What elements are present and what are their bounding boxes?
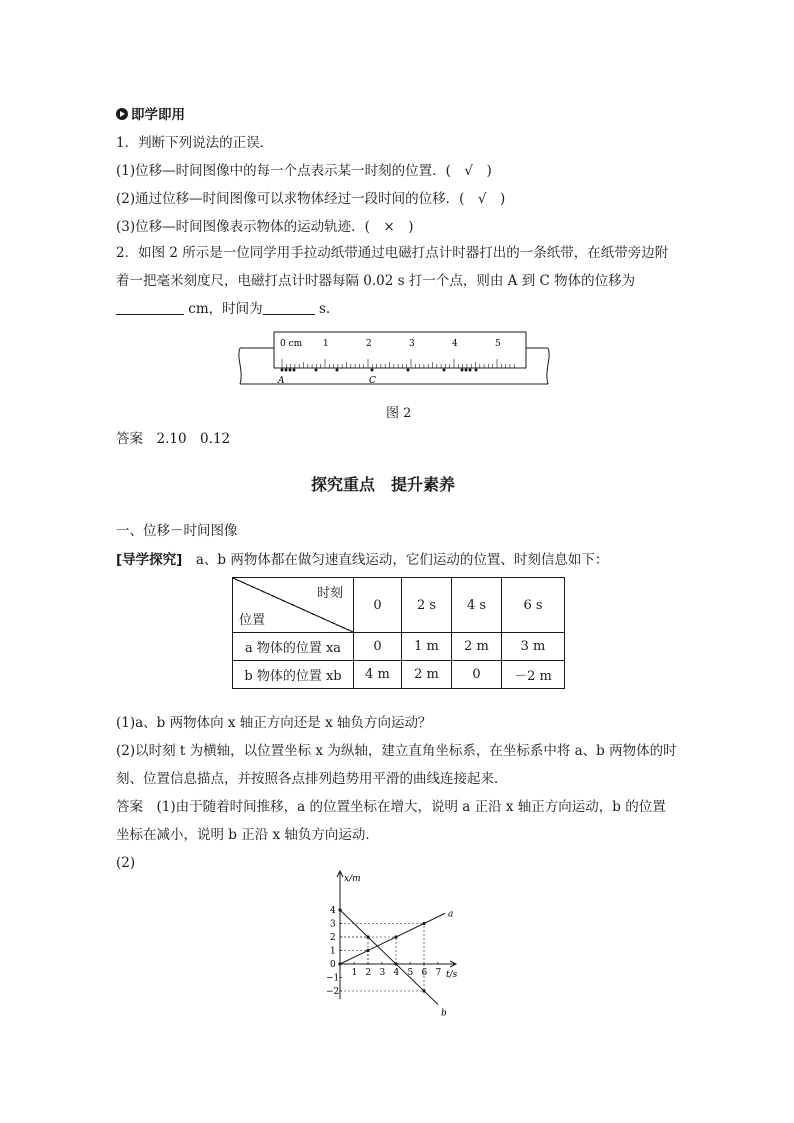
y-tick-label: −2 — [326, 987, 340, 997]
answer-line: (2) — [116, 855, 136, 871]
ruler-label: 1 — [323, 339, 329, 349]
point-a-label: A — [278, 376, 285, 386]
table-cell: 2 m — [452, 633, 502, 661]
question-line: 刻、位置信息描点，并按照各点排列趋势用平滑的曲线连接起来． — [116, 771, 508, 787]
table-header-cell: 4 s — [452, 578, 502, 633]
chart-series — [338, 908, 453, 1018]
data-point-a — [394, 935, 397, 938]
table-row-label: b 物体的位置 xb — [233, 661, 354, 689]
table-row — [233, 661, 565, 689]
table-cell: 0 — [354, 633, 402, 661]
section-subtitle: 一、位移－时间图像 — [116, 523, 238, 539]
x-tick-label: 3 — [379, 968, 386, 978]
ruler-tape-figure — [236, 326, 552, 388]
ruler-label: 3 — [409, 339, 415, 349]
play-circle-icon — [116, 108, 128, 120]
x-tick-label: 7 — [435, 968, 442, 978]
figure-caption: 图 2 — [386, 406, 412, 421]
answer-line: 答案 (1)由于随着时间推移，a 的位置坐标在增大，说明 a 正沿 x 轴正方向运动，b 的位置 — [116, 799, 666, 815]
table-corner-cell: 时刻 位置 — [233, 578, 354, 633]
data-point-b — [338, 908, 341, 911]
series-line-a — [340, 913, 445, 964]
data-point-b — [394, 962, 397, 965]
table-header-cell: 2 s — [402, 578, 452, 633]
ruler-label: 5 — [495, 339, 501, 349]
x-tick-label: 1 — [351, 968, 358, 978]
table-cell: 3 m — [502, 633, 565, 661]
data-point-a — [422, 922, 425, 925]
data-point-a — [338, 962, 341, 965]
question-2-line-1: 2．如图 2 所示是一位同学用手拉动纸带通过电磁打点计时器打出的一条纸带，在纸带旁边附 — [116, 245, 669, 261]
y-tick-label: 1 — [330, 946, 336, 957]
ruler-label: 0 cm — [280, 339, 303, 349]
position-time-chart — [318, 868, 488, 1019]
point-c-label: C — [369, 376, 376, 386]
position-time-table — [232, 577, 565, 689]
table-header-cell: 6 s — [502, 578, 565, 633]
series-label-a: a — [448, 909, 454, 920]
x-axis-label: t/s — [446, 970, 458, 980]
data-point-b — [422, 989, 425, 992]
ruler-label: 4 — [452, 339, 458, 349]
question-1-item-2: (2)通过位移—时间图像可以求物体经过一段时间的位移．( √ ) — [116, 191, 506, 207]
series-label-b: b — [441, 1008, 447, 1019]
y-tick-label: 2 — [330, 933, 336, 943]
ruler — [274, 332, 526, 368]
chart-axes — [337, 871, 458, 999]
x-tick-label: 5 — [407, 968, 414, 978]
answer-line: 坐标在减小，说明 b 正沿 x 轴负方向运动． — [116, 827, 379, 843]
answer-mark: × — [383, 219, 395, 235]
table-row — [233, 633, 565, 661]
chart-guide-lines — [340, 924, 424, 992]
question-1-stem: 1．判断下列说法的正误． — [116, 135, 274, 151]
data-point-a — [366, 949, 369, 952]
intro-paragraph: [导学探究] a、b 两物体都在做匀速直线运动，它们运动的位置、时刻信息如下： — [116, 552, 609, 568]
answer-mark: √ — [477, 191, 487, 207]
y-tick-label: −1 — [326, 973, 340, 984]
table-cell: 2 m — [402, 661, 452, 689]
answer-line: 答案 2.10 0.12 — [116, 431, 231, 447]
table-cell: 4 m — [354, 661, 402, 689]
question-1-item-3: (3)位移—时间图像表示物体的运动轨迹．( × ) — [116, 219, 414, 235]
y-tick-label: 4 — [330, 906, 336, 916]
answer-blank — [263, 300, 315, 315]
question-2-line-3: cm，时间为 s. — [116, 300, 330, 318]
question-line: (1)a、b 两物体向 x 轴正方向还是 x 轴负方向运动？ — [116, 715, 432, 731]
ruler-label: 2 — [366, 339, 372, 349]
y-tick-label: 3 — [330, 919, 336, 930]
question-1-item-1: (1)位移—时间图像中的每一个点表示某一时刻的位置．( √ ) — [116, 163, 492, 179]
table-row-label: a 物体的位置 xa — [233, 633, 354, 661]
y-tick-label: 0 — [330, 960, 336, 970]
data-point-b — [366, 935, 369, 938]
answer-mark: √ — [464, 163, 473, 179]
x-tick-label: 2 — [365, 968, 372, 978]
y-axis-label: x/m — [344, 874, 361, 884]
table-header-cell: 0 — [354, 578, 402, 633]
x-tick-label: 4 — [393, 968, 400, 978]
table-cell: 0 — [452, 661, 502, 689]
tape-dots — [281, 369, 478, 372]
section-header: 即学即用 — [116, 106, 185, 124]
answer-blank — [116, 300, 184, 315]
question-2-line-2: 着一把毫米刻度尺，电磁打点计时器每隔 0.02 s 打一个点，则由 A 到 C 物体的位移为 — [116, 273, 636, 289]
x-tick-label: 6 — [421, 968, 428, 978]
question-line: (2)以时刻 t 为横轴，以位置坐标 x 为纵轴，建立直角坐标系，在坐标系中将 a、b 两物体的时 — [116, 743, 677, 759]
table-cell: 1 m — [402, 633, 452, 661]
section-title: 探究重点 提升素养 — [311, 475, 456, 494]
table-cell: －2 m — [502, 661, 565, 689]
